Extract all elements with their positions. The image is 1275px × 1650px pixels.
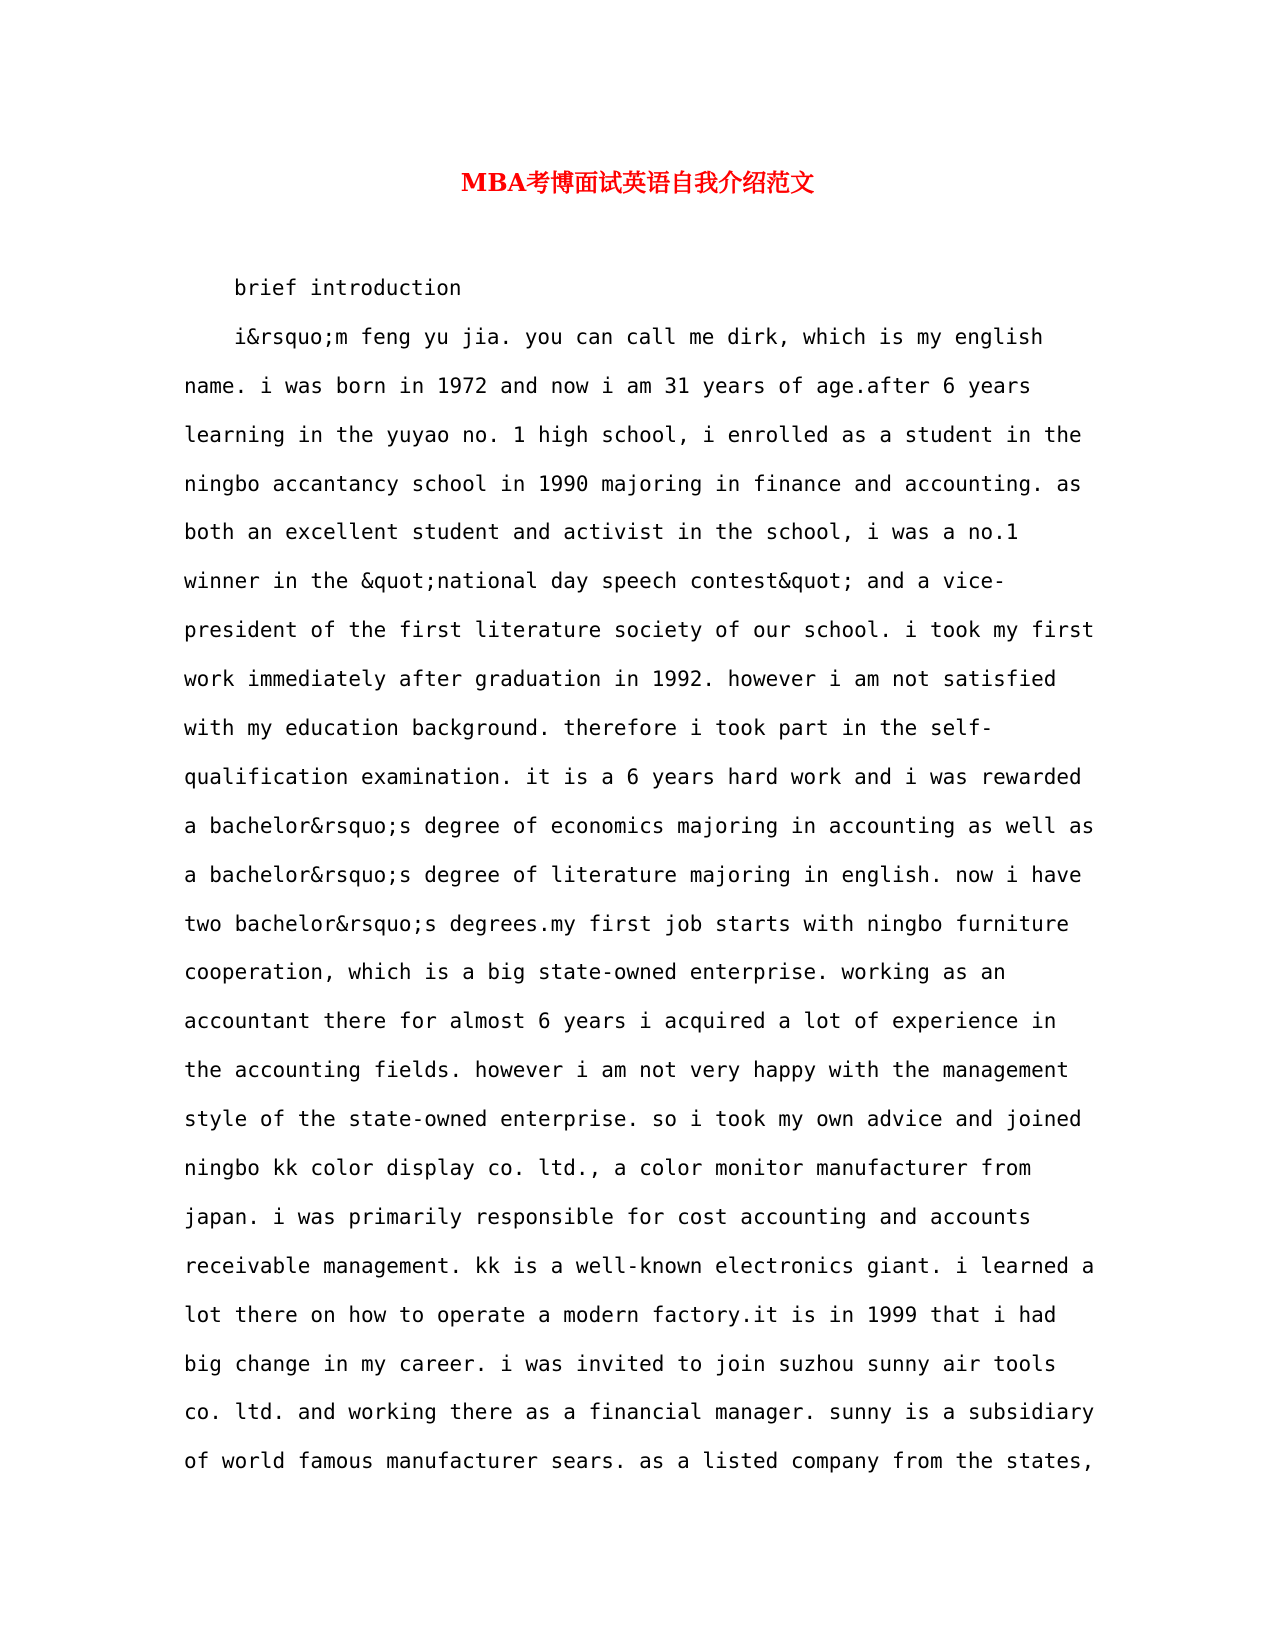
paragraph-line: co. ltd. and working there as a financial manager. sunny is a subsidiary — [184, 1400, 1095, 1425]
paragraph-line: of world famous manufacturer sears. as a listed company from the states, — [184, 1449, 1095, 1474]
paragraph-line: learning in the yuyao no. 1 high school, i enrolled as a student in the — [184, 422, 1082, 447]
paragraph-line: the accounting fields. however i am not very happy with the management — [184, 1058, 1070, 1083]
document-title: MBA考博面试英语自我介绍范文 — [460, 168, 815, 197]
paragraph-line: two bachelor&rsquo;s degrees.my first job starts with ningbo furniture — [184, 911, 1070, 936]
paragraph-line: with my education background. therefore i took part in the self- — [184, 716, 994, 741]
paragraph-line: style of the state-owned enterprise. so i took my own advice and joined — [184, 1107, 1082, 1132]
paragraph-line: accountant there for almost 6 years i acquired a lot of experience in — [184, 1009, 1057, 1034]
paragraph-line: ningbo accantancy school in 1990 majoring in finance and accounting. as — [184, 471, 1082, 496]
paragraph-line: name. i was born in 1972 and now i am 31 years of age.after 6 years — [184, 373, 1032, 398]
paragraph-line: winner in the &quot;national day speech contest&quot; and a vice- — [184, 569, 1006, 594]
paragraph-line: lot there on how to operate a modern factory.it is in 1999 that i had — [184, 1302, 1057, 1327]
paragraph-line: both an excellent student and activist in the school, i was a no.1 — [184, 520, 1019, 545]
paragraph-line: japan. i was primarily responsible for cost accounting and accounts — [184, 1204, 1032, 1229]
section-heading: brief introduction — [234, 276, 462, 300]
paragraph-line: big change in my career. i was invited to join suzhou sunny air tools — [184, 1351, 1057, 1376]
paragraph-line: i&rsquo;m feng yu jia. you can call me dirk, which is my english — [234, 324, 1044, 349]
paragraph-line: president of the first literature society of our school. i took my first — [184, 618, 1095, 643]
paragraph-line: ningbo kk color display co. ltd., a color monitor manufacturer from — [184, 1156, 1032, 1181]
paragraph-line: a bachelor&rsquo;s degree of literature majoring in english. now i have — [184, 862, 1082, 887]
paragraph-line: receivable management. kk is a well-known electronics giant. i learned a — [184, 1253, 1095, 1278]
paragraph-line: a bachelor&rsquo;s degree of economics majoring in accounting as well as — [184, 813, 1095, 838]
paragraph-line: qualification examination. it is a 6 years hard work and i was rewarded — [184, 764, 1082, 789]
paragraph-line: work immediately after graduation in 1992. however i am not satisfied — [184, 667, 1057, 692]
paragraph-line: cooperation, which is a big state-owned enterprise. working as an — [184, 960, 1006, 985]
document-body — [184, 264, 1094, 1486]
